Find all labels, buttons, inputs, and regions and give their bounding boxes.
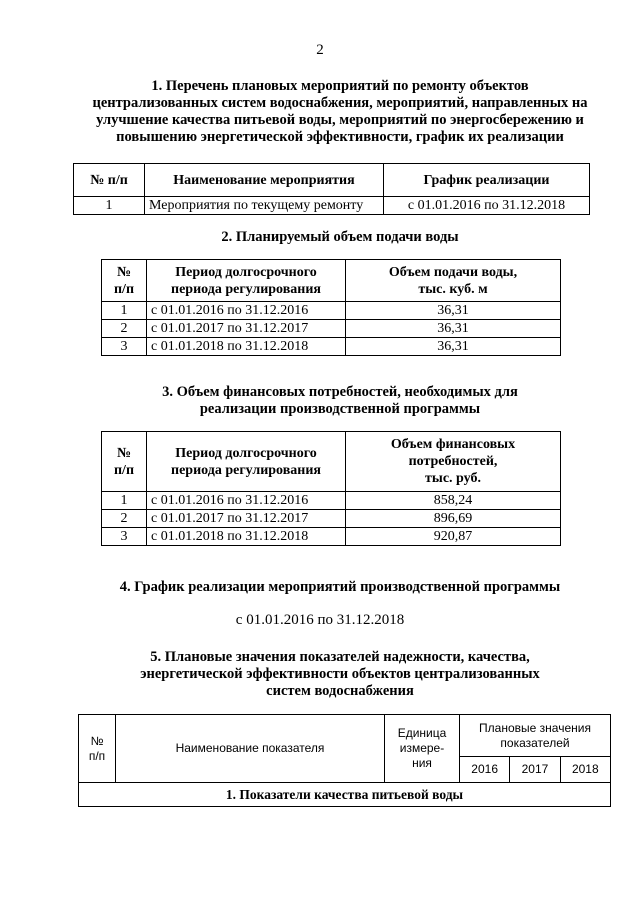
header-line: Период долгосрочного <box>175 445 317 461</box>
header-planned-values <box>460 715 611 757</box>
header-number <box>79 715 116 783</box>
section3-title <box>60 384 620 418</box>
header-number <box>102 260 147 302</box>
header-period <box>147 432 346 492</box>
header-year: 2016 <box>460 757 510 783</box>
cell-schedule: с 01.01.2016 по 31.12.2018 <box>384 197 590 215</box>
table-row <box>79 783 611 807</box>
header-line: Плановые значения <box>479 720 591 735</box>
table-row <box>102 492 561 510</box>
section1-title-line: 1. Перечень плановых мероприятий по ремонту объектов <box>151 78 529 94</box>
section5-title <box>60 649 620 700</box>
header-schedule: График реализации <box>384 164 590 197</box>
header-line: п/п <box>113 281 135 297</box>
header-line: ния <box>412 756 432 770</box>
water-volume-table <box>101 259 561 356</box>
page-number: 2 <box>316 42 324 58</box>
header-indicator-name <box>116 715 385 783</box>
cell-water-volume: 36,31 <box>346 302 561 320</box>
header-line: потребностей, <box>408 454 498 469</box>
cell-number: 1 <box>102 492 147 510</box>
cell-period: с 01.01.2018 по 31.12.2018 <box>147 338 346 356</box>
cell-number: 2 <box>102 320 147 338</box>
cell-period: с 01.01.2016 по 31.12.2016 <box>147 302 346 320</box>
cell-financial-needs: 896,69 <box>346 510 561 528</box>
program-period: с 01.01.2016 по 31.12.2018 <box>235 612 405 628</box>
cell-period: с 01.01.2018 по 31.12.2018 <box>147 528 346 546</box>
header-year: 2018 <box>560 757 610 783</box>
cell-financial-needs: 858,24 <box>346 492 561 510</box>
header-unit <box>385 715 460 783</box>
header-line: показателей <box>500 735 570 750</box>
section5-title-line: энергетической эффективности объектов централизованных <box>140 666 540 682</box>
cell-activity-name: Мероприятия по текущему ремонту <box>145 197 384 215</box>
table-row <box>74 197 590 215</box>
header-line: тыс. куб. м <box>418 281 488 297</box>
section1-title-line: централизованных систем водоснабжения, мероприятий, направленных на <box>92 95 588 111</box>
table-row <box>102 302 561 320</box>
cell-period: с 01.01.2017 по 31.12.2017 <box>147 320 346 338</box>
cell-period: с 01.01.2017 по 31.12.2017 <box>147 510 346 528</box>
section4-title <box>60 579 620 596</box>
cell-financial-needs: 920,87 <box>346 528 561 546</box>
table-row <box>102 510 561 528</box>
header-line: периода регулирования <box>171 281 321 297</box>
cell-water-volume: 36,31 <box>346 338 561 356</box>
activities-table <box>73 163 590 215</box>
table-row <box>102 320 561 338</box>
section3-title-line: 3. Объем финансовых потребностей, необходимых для <box>162 384 518 400</box>
header-financial-needs <box>346 432 561 492</box>
header-line: Единица <box>397 726 447 740</box>
header-line: Наименование показателя <box>175 741 325 755</box>
section2-title <box>60 229 620 246</box>
section4-title-line: 4. График реализации мероприятий производственной программы <box>119 579 561 595</box>
header-activity-name: Наименование мероприятия <box>145 164 384 197</box>
header-line: Период долгосрочного <box>175 264 317 280</box>
cell-number: 1 <box>102 302 147 320</box>
cell-number: 2 <box>102 510 147 528</box>
header-year: 2017 <box>510 757 560 783</box>
section3-title-line: реализации производственной программы <box>199 401 481 417</box>
header-line: тыс. руб. <box>425 471 481 486</box>
indicators-table <box>78 714 611 807</box>
subheader-drinking-water-quality: 1. Показатели качества питьевой воды <box>79 783 611 807</box>
cell-number: 1 <box>74 197 145 215</box>
header-line: п/п <box>88 748 106 763</box>
header-number <box>102 432 147 492</box>
section1-title-line: повышению энергетической эффективности, график их реализации <box>116 129 564 145</box>
header-line: Объем подачи воды, <box>388 264 518 280</box>
header-line: Объем финансовых <box>390 437 516 452</box>
cell-number: 3 <box>102 528 147 546</box>
section5-title-line: 5. Плановые значения показателей надежности, качества, <box>150 649 530 665</box>
section1-title <box>60 78 620 146</box>
section5-title-line: систем водоснабжения <box>266 683 414 699</box>
cell-period: с 01.01.2016 по 31.12.2016 <box>147 492 346 510</box>
header-line: п/п <box>113 462 135 478</box>
table-row <box>102 528 561 546</box>
cell-water-volume: 36,31 <box>346 320 561 338</box>
header-period <box>147 260 346 302</box>
header-line: измере- <box>399 741 445 755</box>
table-row <box>102 338 561 356</box>
header-line: № <box>116 445 132 461</box>
header-line: периода регулирования <box>171 462 321 478</box>
header-line: № <box>90 733 104 748</box>
header-water-volume <box>346 260 561 302</box>
section2-title-line: 2. Планируемый объем подачи воды <box>221 229 459 245</box>
section1-title-line: улучшение качества питьевой воды, мероприятий по энергосбережению и <box>96 112 584 128</box>
header-line: № <box>116 264 132 280</box>
cell-number: 3 <box>102 338 147 356</box>
financial-needs-table <box>101 431 561 546</box>
header-number: № п/п <box>74 164 145 197</box>
